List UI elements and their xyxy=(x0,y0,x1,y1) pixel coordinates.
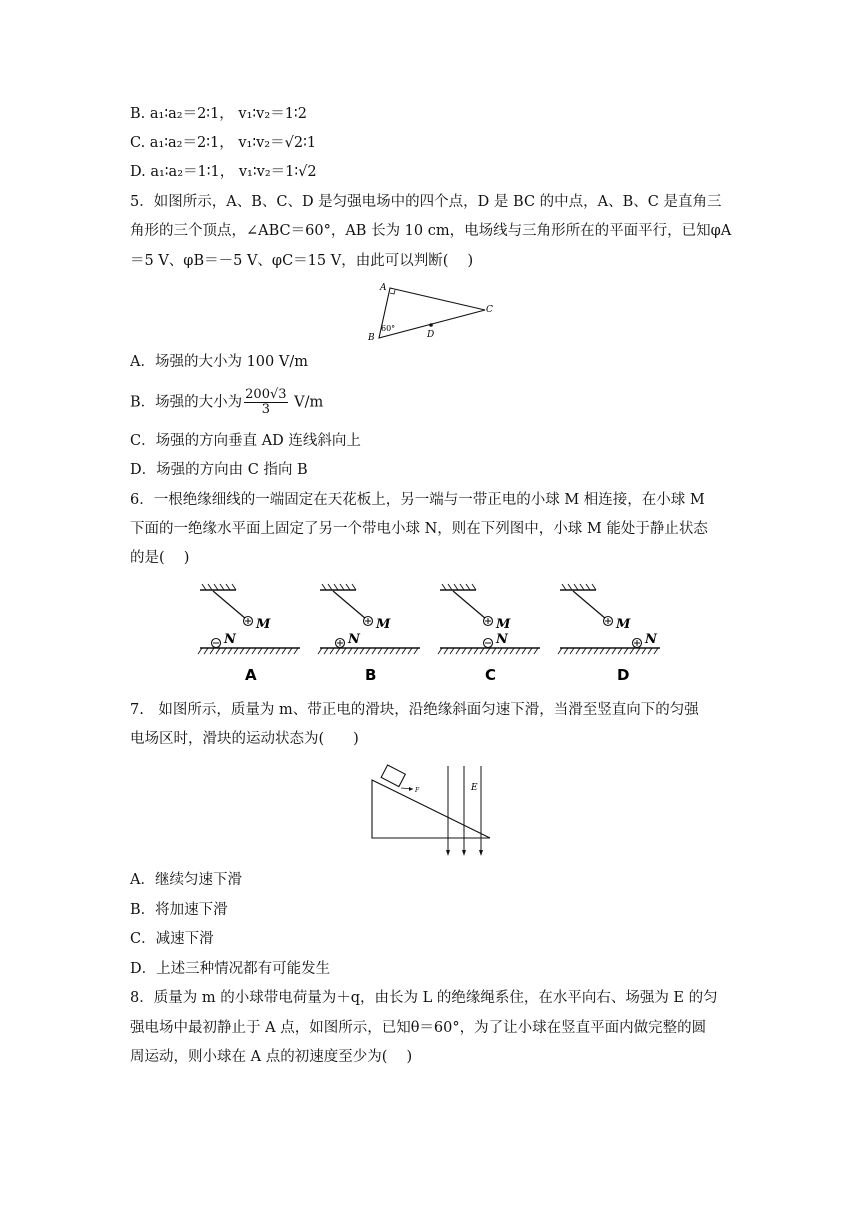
q6-figure-b xyxy=(316,580,426,685)
m-label: M xyxy=(616,617,631,632)
q5-stem-line3: ＝5 V、φB＝－5 V、φC＝15 V，由此可以判断( ) xyxy=(130,253,474,269)
ratio-v: v₁∶v₂＝√2∶1 xyxy=(238,135,317,151)
force-label: F xyxy=(415,787,420,794)
q5-option-c: C．场强的方向垂直 AD 连线斜向上 xyxy=(130,433,361,449)
angle-label: 60° xyxy=(381,324,396,333)
n-label: N xyxy=(496,632,508,647)
q7-option-d: D．上述三种情况都有可能发生 xyxy=(130,961,331,977)
option-letter: C. xyxy=(130,135,146,151)
ratio-a: a₁∶a₂＝2∶1， xyxy=(149,106,234,122)
q5-stem-line2: 角形的三个顶点，∠ABC＝60°，AB 长为 10 cm，电场线与三角形所在的平面平行，已知φA xyxy=(130,223,732,239)
q4-option-d xyxy=(130,162,317,182)
q5-option-b xyxy=(130,388,323,417)
option-letter: A xyxy=(245,666,257,684)
ratio-v: v₁∶v₂＝1∶√2 xyxy=(238,164,317,180)
q4-option-c xyxy=(130,133,316,153)
q6-figure-d xyxy=(556,580,666,685)
q7-incline-figure xyxy=(368,762,498,862)
option-letter: B. xyxy=(130,106,146,122)
q7-option-b: B．将加速下滑 xyxy=(130,902,228,918)
label-b: B xyxy=(368,333,375,343)
numerator: 200√3 xyxy=(245,387,287,402)
n-label: N xyxy=(224,632,236,647)
option-letter: B xyxy=(365,666,377,684)
option-letter: C xyxy=(485,666,497,684)
option-letter: D xyxy=(617,666,630,684)
m-label: M xyxy=(256,617,271,632)
q6-stem-line1: 6．一根绝缘细线的一端固定在天花板上，另一端与一带正电的小球 M 相连接，在小球 M xyxy=(130,492,705,508)
fraction xyxy=(244,388,287,417)
label-d: D xyxy=(427,330,435,340)
m-label: M xyxy=(376,617,391,632)
q8-stem-line2: 强电场中最初静止于 A 点，如图所示，已知θ＝60°，为了让小球在竖直平面内做完整的圆 xyxy=(130,1020,707,1036)
q6-stem-line3: 的是( ) xyxy=(130,550,190,566)
m-label: M xyxy=(496,617,511,632)
q5-option-d: D．场强的方向由 C 指向 B xyxy=(130,462,308,478)
q5-option-a: A．场强的大小为 100 V/m xyxy=(130,354,308,370)
q5-triangle-figure xyxy=(365,280,495,344)
label-c: C xyxy=(486,305,493,315)
q7-stem-line2: 电场区时，滑块的运动状态为( ) xyxy=(130,731,359,747)
q6-figure-c xyxy=(436,580,546,685)
ratio-v: v₁∶v₂＝1∶2 xyxy=(238,106,307,122)
label-a: A xyxy=(380,283,387,293)
q7-stem-line1: 7. 如图所示，质量为 m、带正电的滑块，沿绝缘斜面匀速下滑，当滑至竖直向下的匀强 xyxy=(130,702,699,718)
unit: V/m xyxy=(294,394,324,411)
q6-stem-line2: 下面的一绝缘水平面上固定了另一个带电小球 N，则在下列图中，小球 M 能处于静止状态 xyxy=(130,521,708,537)
n-label: N xyxy=(645,632,657,647)
q7-option-a: A．继续匀速下滑 xyxy=(130,872,242,888)
ratio-a: a₁∶a₂＝2∶1， xyxy=(149,135,234,151)
q4-option-b xyxy=(130,104,307,124)
field-label-e: E xyxy=(471,783,478,793)
denominator: 3 xyxy=(261,402,270,417)
q5-stem-line1: 5．如图所示，A、B、C、D 是匀强电场中的四个点，D 是 BC 的中点，A、B、C 是直角三 xyxy=(130,194,722,210)
option-letter: D. xyxy=(130,164,146,180)
q8-stem-line3: 周运动，则小球在 A 点的初速度至少为( ) xyxy=(130,1049,413,1065)
q8-stem-line1: 8．质量为 m 的小球带电荷量为＋q，由长为 L 的绝缘绳系住，在水平向右、场强为 E 的匀 xyxy=(130,990,718,1006)
q7-option-c: C．减速下滑 xyxy=(130,931,214,947)
option-prefix: B．场强的大小为 xyxy=(130,394,243,411)
ratio-a: a₁∶a₂＝1∶1， xyxy=(150,164,235,180)
q6-figure-a xyxy=(196,580,306,685)
n-label: N xyxy=(348,632,360,647)
